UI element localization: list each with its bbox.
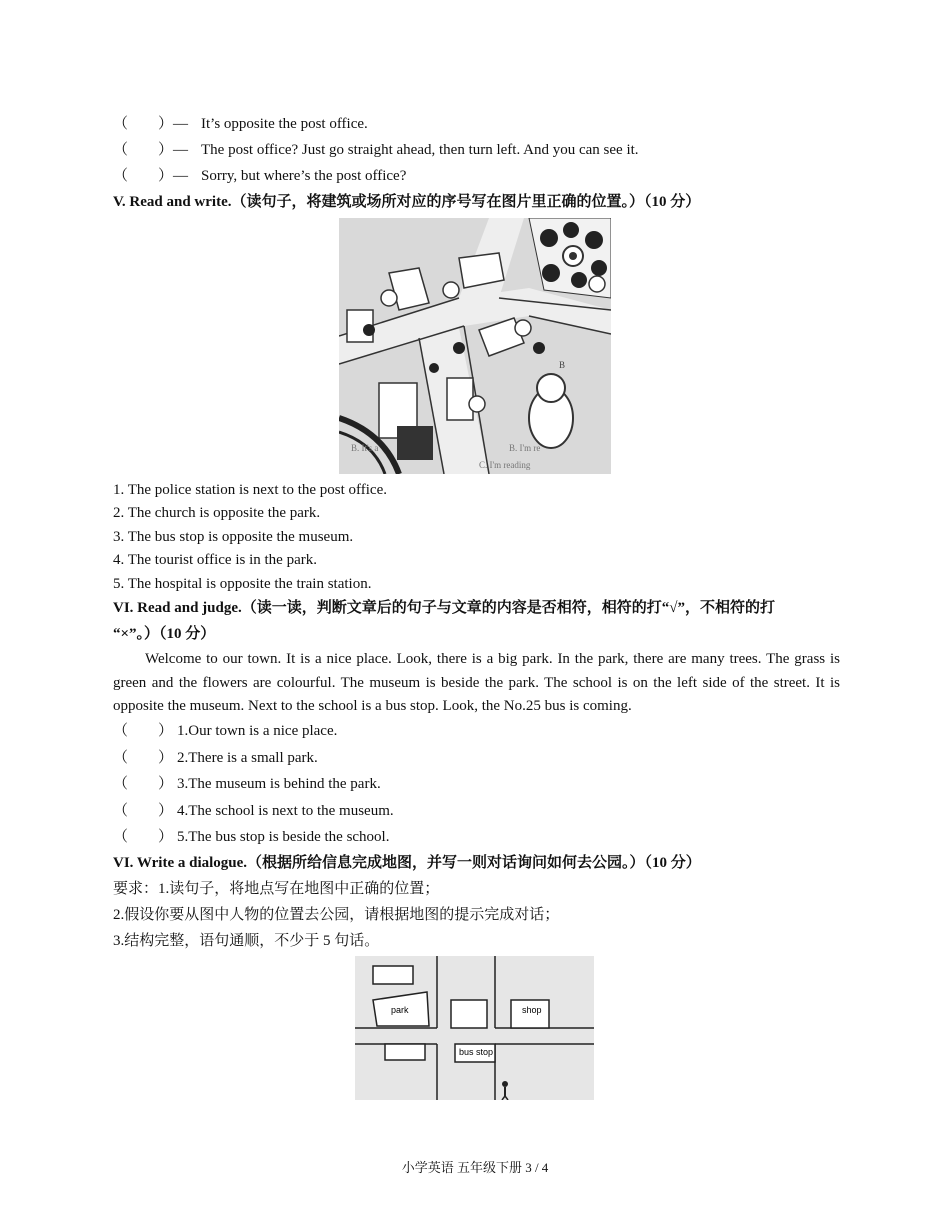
judge-item [113,801,394,821]
section5-sentence: 1. The police station is next to the post office. [113,482,387,498]
dialogue-text: It’s opposite the post office. [201,116,368,132]
reading-passage: Welcome to our town. It is a nice place. Look, there is a big park. In the park, there are many trees. The grass is green and the flowers are colourful. The museum is beside the park. The school is on the left side of the street. It is opposite the museum. Next to the school is a bus stop. Look, the No.25 bus is coming. [113,651,840,714]
map-faded-text-a: B. It's a [351,443,379,453]
dialogue-text: Sorry, but where’s the post office? [201,168,407,184]
judge-item [113,748,318,768]
page-footer: 小学英语 五年级下册 3 / 4 [401,1160,549,1175]
judge-text: 4.The school is next to the museum. [177,803,394,819]
judge-text: 3.The museum is behind the park. [177,776,381,792]
dialogue-line [113,166,406,186]
map-label-park: park [391,1005,409,1015]
park-route-map [355,956,594,1100]
answer-paren: （ ） [113,776,174,792]
answer-paren: （ ） [113,829,174,845]
map-label-shop: shop [522,1005,542,1015]
section7-heading [113,853,701,873]
town-map-illustration [339,218,611,474]
judge-text: 2.There is a small park. [177,750,318,766]
map-label-bus-stop: bus stop [459,1047,494,1057]
map-letter: B [559,360,566,370]
judge-item [113,774,381,794]
answer-paren: （ ） [113,750,174,766]
section5-title: V. Read and write. [113,194,232,210]
section5-instruction: （读句子，将建筑或场所对应的序号写在图片里正确的位置。）（10 分） [231,194,701,210]
section6-heading [113,598,775,618]
requirement-1: 要求：1.读句子，将地点写在地图中正确的位置； [113,881,440,897]
judge-text: 1.Our town is a nice place. [177,723,338,739]
route-map-illustration [355,956,594,1100]
judge-item [113,827,389,847]
dialogue-line [113,114,368,134]
requirement-3: 3.结构完整，语句通顺，不少于 5 句话。 [113,933,380,949]
section7-instruction: （根据所给信息完成地图，并写一则对话询问如何去公园。）（10 分） [247,855,701,871]
judge-text: 5.The bus stop is beside the school. [177,829,390,845]
answer-paren: （ ）— [113,168,189,184]
answer-paren: （ ） [113,723,174,739]
map-faded-text-c: C. I'm reading [479,460,531,470]
section5-sentence: 4. The tourist office is in the park. [113,552,317,568]
section7-title: VI. Write a dialogue. [113,855,248,871]
section6-instruction-cont: “×”。）（10 分） [113,626,216,642]
map-faded-text-b: B. I'm re [509,443,541,453]
town-map-figure [339,218,611,474]
answer-paren: （ ） [113,803,174,819]
requirement-2: 2.假设你要从图中人物的位置去公园，请根据地图的提示完成对话； [113,907,560,923]
dialogue-line [113,140,639,160]
judge-item [113,721,337,741]
section5-sentence: 2. The church is opposite the park. [113,505,321,521]
section6-instruction: （读一读，判断文章后的句子与文章的内容是否相符，相符的打“√”，不相符的打 [241,600,776,616]
section5-heading [113,192,700,212]
section5-sentence: 3. The bus stop is opposite the museum. [113,529,354,545]
dialogue-text: The post office? Just go straight ahead, then turn left. And you can see it. [201,142,639,158]
section5-sentence: 5. The hospital is opposite the train station. [113,576,372,592]
answer-paren: （ ）— [113,142,189,158]
answer-paren: （ ）— [113,116,189,132]
section6-title: VI. Read and judge. [113,600,242,616]
